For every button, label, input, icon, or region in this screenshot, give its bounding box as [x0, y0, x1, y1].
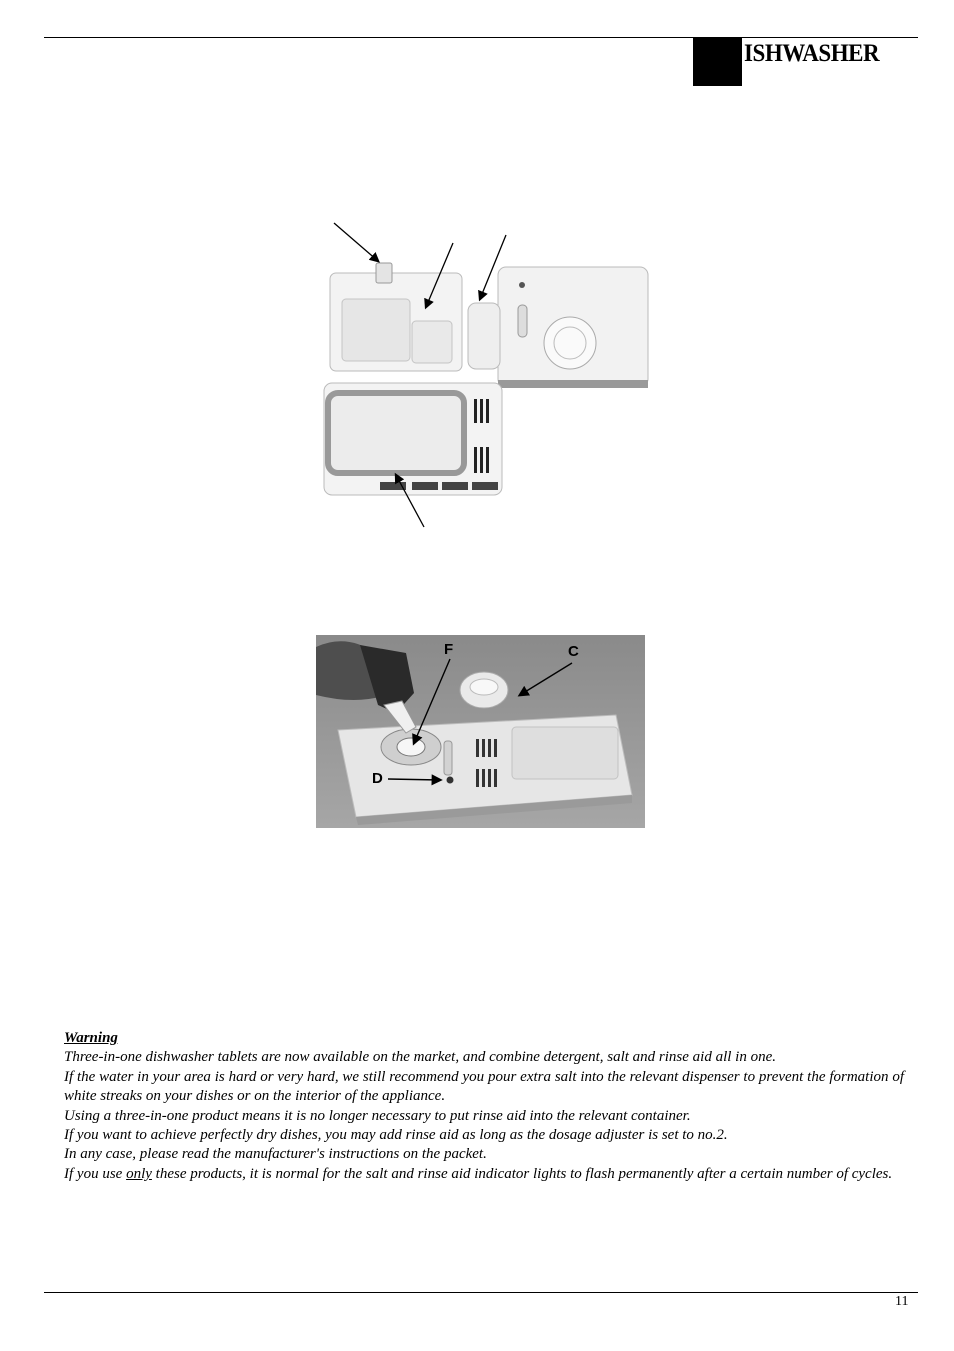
- warning-p6-before: If you use: [64, 1165, 127, 1182]
- main-wash-compartment: [328, 393, 464, 473]
- label-c: C: [568, 643, 579, 660]
- page-title: ISHWASHER: [744, 40, 880, 67]
- header-black-block: [693, 38, 742, 86]
- footer-rule: [44, 1292, 918, 1293]
- lid-latch: [376, 263, 392, 283]
- label-f: F: [444, 641, 454, 658]
- warning-paragraph-4: If you want to achieve perfectly dry dishes, you may add rinse aid as long as the dosage adjuster is set to no.2.: [64, 1127, 728, 1144]
- warning-paragraph-3: Using a three-in-one product means it is no longer necessary to put rinse aid into the relevant container.: [64, 1107, 691, 1124]
- label-d: D: [372, 770, 383, 787]
- warning-p6-after: these products, it is normal for the salt and rinse aid indicator lights to flash permanently after a certain number of cycles.: [151, 1165, 893, 1182]
- warning-section: [64, 1029, 904, 1184]
- rinse-aid-panel-shadow: [498, 380, 648, 388]
- level-indicator: [518, 305, 527, 337]
- warning-p6-underlined: only: [126, 1165, 152, 1182]
- dosage-dial: [544, 317, 596, 369]
- rinse-aid-cap-housing: [468, 303, 500, 369]
- indicator-d: [447, 777, 454, 784]
- arrow-latch: [334, 223, 378, 261]
- arrow-d: [388, 779, 440, 780]
- warning-paragraph-5: In any case, please read the manufacturer's instructions on the packet.: [64, 1146, 487, 1163]
- header-rule: [44, 37, 918, 38]
- warning-title: Warning: [64, 1030, 118, 1046]
- warning-paragraph-6: [64, 1165, 904, 1184]
- prewash-compartment: [342, 299, 410, 361]
- warning-paragraph-1: Three-in-one dishwasher tablets are now available on the market, and combine detergent, salt and rinse aid all in one.: [64, 1049, 776, 1066]
- rinse-aid-photo: [316, 635, 645, 828]
- warning-paragraph-2: If the water in your area is hard or very hard, we still recommend you pour extra salt into the relevant dispenser to prevent the formation of white streaks on your dishes or on the interior of the appliance.: [64, 1068, 904, 1105]
- dispenser-diagram: [320, 215, 660, 535]
- page-number: 11: [895, 1294, 909, 1309]
